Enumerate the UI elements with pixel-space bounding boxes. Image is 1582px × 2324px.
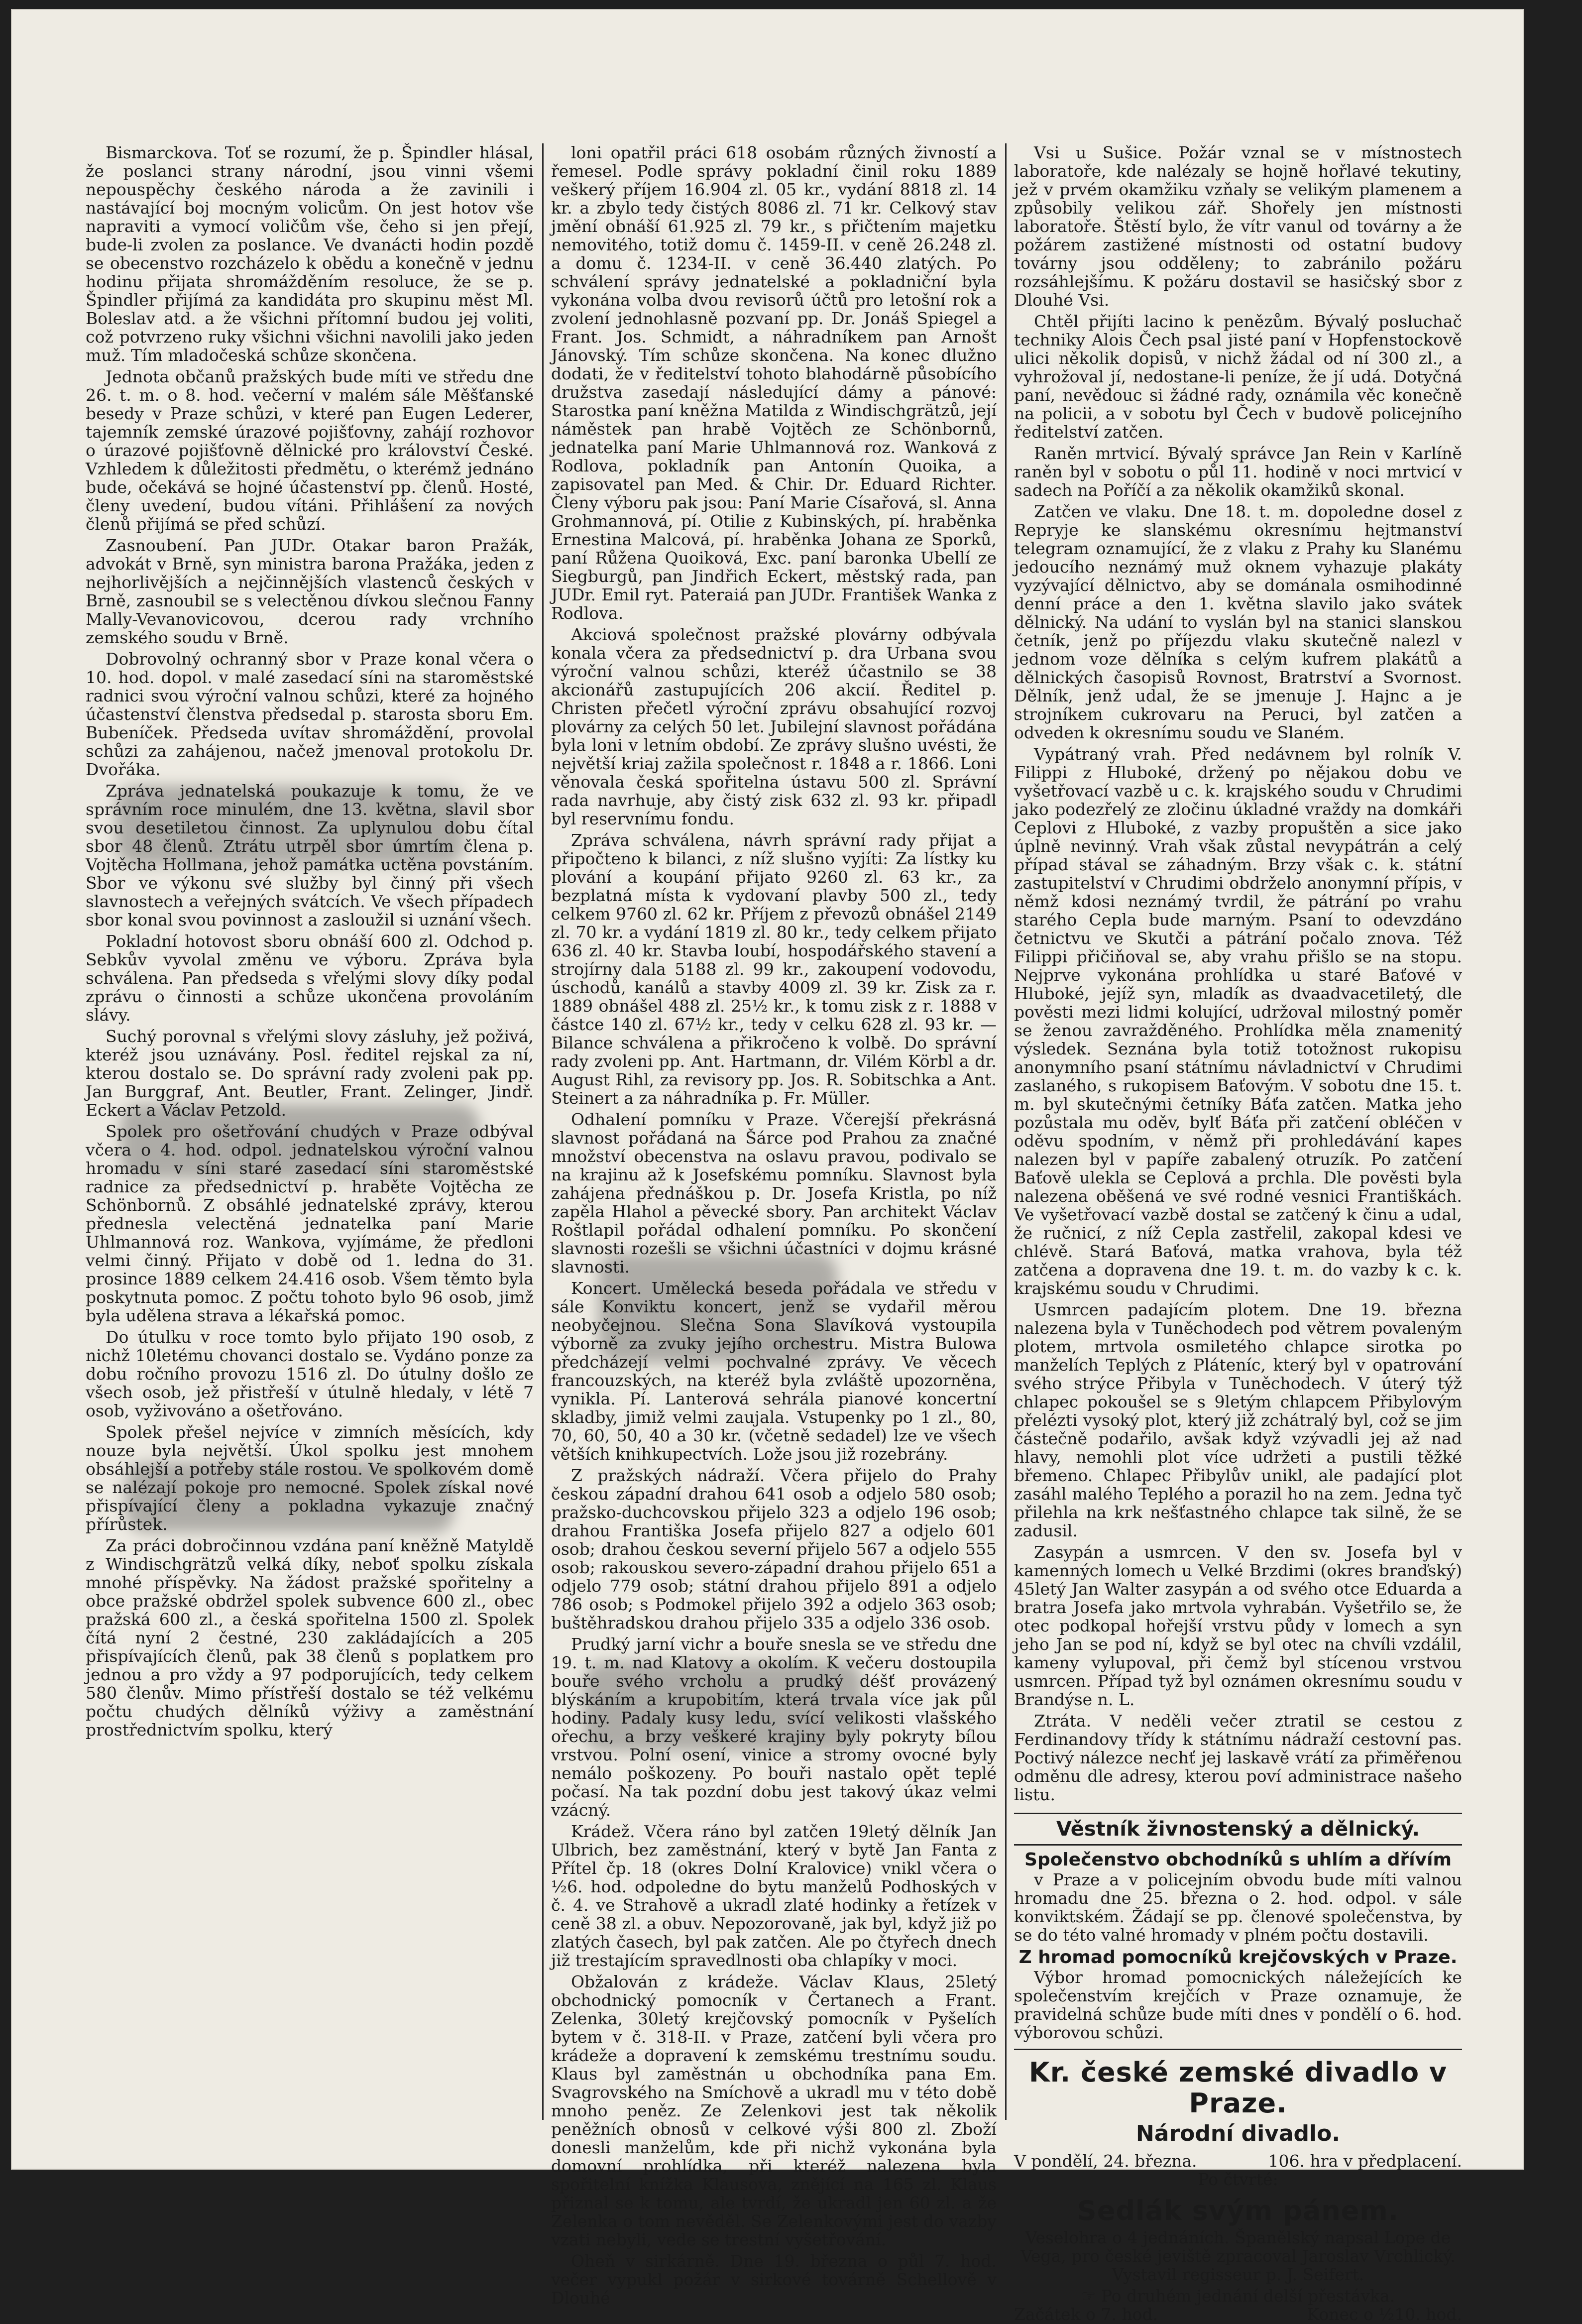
- play-description: Veselohra o 4 jednáních. Španělský napsal Lope de Vega, pro české jeviště zpracoval Jaroslav Vrchlický. Vystavil regisseur p. J. Seifert.: [1020, 2228, 1456, 2284]
- time-row: [1014, 2305, 1462, 2324]
- column-3: [1014, 143, 1462, 2324]
- article: Zasypán a usmrcen. V den sv. Josefa byl v kamenných lomech u Velké Brzdimi (okres branďský) 45letý Jan Walter zasypán a od svého otce Eduarda a bratra Josefa jako mrtvola vyhrabán. Vyšetřilo se, že otec podkopal hořejší vrstvu půdy v lomech a syn jeho Jan se pod ní, když se byl otec na chvíli vzdálil, kameny vylupoval, při čemž byl stícenou vrstvou usmrcen. Případ tyž byl oznámen okresnímu soudu v Brandýse n. L.: [1014, 1542, 1462, 1709]
- article: Odhalení pomníku v Praze. Včerejší překrásná slavnost pořádaná na Šárce pod Prahou za značné množství obecenstva na oslavu pravou, podivalo se na krajinu až k Josefskému pomníku. Slavnost byla zahájena přednáškou p. Dr. Josefa Kristla, po níž zapěla Hlahol a pěvecké sbory. Pan architekt Václav Roštlapil pořádal odhalení pomníku. Po skončení slavnosti rozešli se všichni účastníci v dojmu krásné slavnosti.: [551, 1110, 997, 1277]
- article: Zpráva schválena, návrh správní rady přijat a připočteno k bilanci, z níž slušno vyjíti: Za lístky ku plování a koupání přijato 9260 zl. 63 kr., za bezplatná místa k vydovaní plavby 500 zl., tedy celkem 9760 zl. 62 kr. Příjem z převozů obnášel 2149 zl. 70 kr. a vydání 1819 zl. 80 kr., tedy celkem přijato 636 zl. 40 kr. Stavba loubí, hospodářského stavení a strojírny dala 5188 zl. 99 kr., zakoupení vodovodu, úschodů, kanálů a stavby 4009 zl. 39 kr. Zisk za r. 1889 obnášel 488 zl. 25½ kr., k tomu zisk z r. 1888 v částce 140 zl. 67½ kr., tedy v celku 628 zl. 93 kr. — Bilance schválena a přikročeno k volbě. Do správní rady zvoleni pp. Ant. Hartmann, dr. Vilém Körbl a dr. August Rihl, za revisory pp. Jos. R. Sobitschka a Ant. Steinert a za náhradníka p. Fr. Müller.: [551, 830, 997, 1108]
- article: Za práci dobročinnou vzdána paní kněžně Matyldě z Windischgrätzů velká díky, neboť spolku získala mnohé příspěvky. Na žádost pražské spořitelny a obce pražské obdržel spolek subvence 600 zl., obec pražská 600 zl., a česká spořitelna 1500 zl. Spolek čítá nyní 2 čestné, 230 zakládajících a 205 přispívajících členů, pak 38 členů s poplatkem pro jednou a pro vždy a 97 podporujících, tedy celkem 580 členův. Mimo přístřeší dostalo se též velkému počtu chudých dělníků výživy a zaměstnání prostřednictvím spolku, který: [86, 1536, 534, 1740]
- article: Raněn mrtvicí. Bývalý správce Jan Rein v Karlíně raněn byl v sobotu o půl 11. hodině v noci mrtvicí v sadech na Poříčí a za několik okamžiků skonal.: [1014, 444, 1462, 500]
- guild-notice: Výbor hromad pomocnických náležejících ke společenstvím krejčích v Praze oznamuje, že pravidelná schůze bude míti dnes v pondělí o 6. hod. výborovou schůzi.: [1014, 1968, 1462, 2042]
- theatre-subtitle: Národní divadlo.: [1135, 2121, 1341, 2146]
- article: Spolek pro ošetřování chudých v Praze odbýval včera o 4. hod. odpol. jednatelskou výroční valnou hromadu v síni staré zasedací síni staroměstské radnice za předsednictví p. hraběte Vojtěcha ze Schönbornů. Z obsáhlé jednatelské zprávy, kterou přednesla velectěná jednatelka paní Marie Uhlmannová roz. Wankova, vyjímáme, že předloni velmi činný. Přijato v době od 1. ledna do 31. prosince 1889 celkem 24.416 osob. Všem těmto byla poskytnuta pomoc. Z počtu tohoto bylo 96 osob, jimž byla udělena strava a lékařská pomoc.: [86, 1122, 534, 1325]
- end-time: Konec o ½10. hod.: [1307, 2305, 1462, 2324]
- theatre-title: Kr. české zemské divadlo v Praze.: [1028, 2057, 1448, 2119]
- performance-row: [1014, 2152, 1462, 2170]
- article: Prudký jarní vichr a bouře snesla se ve středu dne 19. t. m. nad Klatovy a okolím. K večeru dostoupila bouře svého vrcholu a prudký déšť provázený blýskáním a krupobitím, která trvala více jak půl hodiny. Padaly kusy ledu, svící velikosti vlašského ořechu, a brzy veškeré krajiny byly pokryty bílou vrstvou. Polní osení, vinice a stromy ovocné byly nemálo poškozeny. Po bouři nastalo opět teplé počasí. Na tak pozdní dobu jest takový úkaz velmi vzácný.: [551, 1634, 997, 1820]
- performance-number: 106. hra v předplacení.: [1268, 2151, 1462, 2171]
- article: Pokladní hotovost sboru obnáší 600 zl. Odchod p. Sebkův vyvolal změnu ve výboru. Zpráva byla schválena. Pan předseda s vřelými slovy díky podal zprávu o činnosti a schůze ukončena provoláním slávy.: [86, 931, 534, 1025]
- intermission-note: ☞ Po druhém jednání delší přestávka.: [1081, 2286, 1395, 2306]
- column-rule: [542, 143, 544, 2120]
- article: Koncert. Umělecká beseda pořádala ve středu v sále Konviktu koncert, jenž se vydařil měrou neobyčejnou. Slečna Sona Slavíková vystoupila výborně za zvuky jejího orchestru. Mistra Bulowa předcházejí velmi pochvalné zprávy. Ve věcech francouzských, na kteréž byla zvláště upozorněna, vynikla. Pí. Lanterová sehrála pianové koncertní skladby, jimiž velmi zaujala. Vstupenky po 1 zl., 80, 70, 60, 50, 40 a 30 kr. (včetně sedadel) lze ve všech větších knihkupectvích. Lože jsou již rozebrány.: [551, 1278, 997, 1464]
- performance-count: Po čtvrté:: [1198, 2170, 1278, 2189]
- article: Akciová společnost pražské plovárny odbývala konala včera za předsednictví p. dra Urbana svou výroční valnou schůzi, kteréž účastnilo se 38 akcionářů zastupujících 206 akcií. Ředitel p. Christen přečetl výroční zprávu obsahující rozvoj plovárny za celých 50 let. Jubilejní slavnost pořádána byla loni v letním období. Ze zprávy slušno uvésti, že největší kriaj zažila společnost r. 1848 a r. 1866. Loni věnovala česká spořitelna ústavu 500 zl. Správní rada navrhuje, aby čistý zisk 632 zl. 93 kr. připadl byl reservnímu fondu.: [551, 625, 997, 828]
- article: Oheň v sirkárně. Dne 19. března o půl 7. hod. večer vypukl požár v sirkové továrně Schellově v Dlouhé: [551, 2251, 997, 2308]
- article: Obžalován z krádeže. Václav Klaus, 25letý obchodnický pomocník v Čertanech a Frant. Zelenka, 30letý krejčovský pomocník v Pyšelích bytem v č. 318-II. v Praze, zatčení byli včera pro krádeže a dopravení k zemskému trestnímu soudu. Klaus byl zaměstnán u obchodníka pana Em. Svagrovského na Smíchově a ukradl mu v této době mnoho peněz. Ze Zelenkovi jest tak několik peněžních obnosů v celkové výši 800 zl. Zboží donesli manželům, kde při nichž vykonána byla domovní prohlídka, při kteréž nalezena byla spořitelní knížka Klausova, znějící na 165 zl. Klaus přiznal se k tomu, ale tvrdí, že ukradl jen 60 zl. a že Zelenka o tom nevěděl. Se Zelenkovými jest do vazby vzati nebyli, vede se trestní vyšetřování.: [551, 1972, 997, 2249]
- newspaper-page: [11, 9, 1524, 2324]
- guild-title: Společenstvo obchodníků s uhlím a dřívím: [1024, 1850, 1452, 1870]
- article: Vsi u Sušice. Požár vznal se v místnostech laboratoře, kde nalézaly se hojně hořlavé tekutiny, jež v prvém okamžiku vzňaly se velikým plamenem a způsobily velikou zář. Shořely jen místnosti laboratoře. Štěstí bylo, že vítr vanul od továrny a že požárem zastižené místnosti od ostatní budovy továrny jsou odděleny; to zabránilo požáru rozsáhlejšímu. K požáru dostavil se hasičský sbor z Dlouhé Vsi.: [1014, 143, 1462, 310]
- article: Krádež. Včera ráno byl zatčen 19letý dělník Jan Ulbrich, bez zaměstnání, který v bytě Jan Fanta z Přítel čp. 18 (okres Dolní Kralovice) vnikl včera o ½6. hod. odpoledne do bytu manželů Podhoských v č. 4. ve Strahově a ukradl zlaté hodinky a řetízek v ceně 38 zl. a obuv. Nepozorovaně, jak byl, když již po zlatých časech, byl pak zatčen. Ale po čtyřech dnech již trestajícím spravedlnosti oba chlapíky v moci.: [551, 1822, 997, 1970]
- column-1: [86, 143, 534, 2115]
- section-title: Věstník živnostenský a dělnický.: [1014, 1813, 1462, 1846]
- divider: [1014, 2049, 1462, 2050]
- guild-notice: v Praze a v policejním obvodu bude míti valnou hromadu dne 25. března o 2. hod. odpol. v sále konviktském. Žádají se pp. členové společenstva, by se do této valné hromady v plném počtu dostavili.: [1014, 1870, 1462, 1945]
- article: Do útulku v roce tomto bylo přijato 190 osob, z nichž 10letému chovanci dostalo se. Vydáno ponze za dobu ročního provozu 1516 zl. Do útulny došlo ze všech osob, jež přistřeší v útulně hledaly, v létě 7 osob, vyživováno a ošetřováno.: [86, 1327, 534, 1420]
- article: Spolek přešel nejvíce v zimních měsících, kdy nouze byla největší. Úkol spolku jest mnohem obsáhlejší a potřeby stále rostou. Ve spolkovém domě se nalézají pokoje pro nemocné. Spolek získal nové přispívající členy a pokladna vykazuje značný přírůstek.: [86, 1422, 534, 1534]
- article: loni opatřil práci 618 osobám různých živností a řemesel. Podle správy pokladní činil roku 1889 veškerý příjem 16.904 zl. 05 kr., vydání 8818 zl. 14 kr. a zbylo tedy čistých 8086 zl. 71 kr. Celkový stav jmění obnáší 61.925 zl. 79 kr., s přičtením majetku nemovitého, totiž domu č. 1459-II. v ceně 26.248 zl. a domu č. 1234-II. v ceně 36.440 zlatých. Po schválení správy jednatelské a pokladniční byla vykonána volba dvou revisorů účtů pro letošní rok a zvolení jednohlasně pozvaní pp. Dr. Jonáš Spiegel a Frant. Jos. Schmidt, a náhradníkem pan Arnošt Jánovský. Tím schůze skončena. Na konec dlužno dodati, že v ředitelství tohoto blahodárně působícího družstva zasedají následující dámy a pánové: Starostka paní kněžna Matilda z Windischgrätzů, její náměstek pan hrabě Vojtěch ze Schönbornů, jednatelka paní Marie Uhlmannová roz. Wanková z Rodlova, pokladník pan Antonín Quoika, a zapisovatel pan Med. & Chir. Dr. Eduard Richter. Členy výboru pak jsou: Paní Marie Císařová, sl. Anna Grohmannová, pí. Otilie z Kubinských, pí. hraběnka Ernestina Malcová, pí. hraběnka Johana ze Sporků, paní Růžena Quoiková, Exc. paní baronka Ubellí ze Siegburgů, pan Jindřich Eckert, městský rada, pan JUDr. Emil ryt. Pateraiá pan JUDr. František Wanka z Rodlova.: [551, 143, 997, 623]
- article: Bismarckova. Toť se rozumí, že p. Špindler hlásal, že poslanci strany národní, jsou vinni všemi nepouspěchy českého národa a že zavinili i nastávající boj mocným volicům. On jest hotov vše napraviti a vymocí voličům vše, čeho si jen přejí, bude-li zvolen za poslance. Ve dvanácti hodin pozdě se obecenstvo rozcházelo k obědu a konečně v jednu hodinu přijata shromážděním resoluce, že se p. Špindler přijímá za kandidáta pro skupinu měst Ml. Boleslav atd. a že všichni přítomní budou jej voliti, což potvrzeno ruky všichni všichni navolili jako jeden muž. Tím mladočeská schůze skončena.: [86, 143, 534, 365]
- article: Dobrovolný ochranný sbor v Praze konal včera o 10. hod. dopol. v malé zasedací síni na staroměstské radnici svou výroční valnou schůzi, které za hojného účastenství členstva předsedal p. starosta sboru Em. Bubeníček. Předseda uvítav shromáždění, provolal schůzi za zahájenou, načež jmenoval protokolu Dr. Dvořáka.: [86, 649, 534, 779]
- column-2: [551, 143, 997, 2308]
- article: Zpráva jednatelská poukazuje k tomu, že ve správním roce minulém, dne 13. května, slavil sbor svou desetiletou činnost. Za uplynulou dobu čítal sbor 48 členů. Ztrátu utrpěl sbor úmrtím člena p. Vojtěcha Hollmana, jehož památka uctěna povstáním. Sbor ve výkonu své služby byl činný při všech slavnostech a veřejných svátcích. Ve všech případech sbor konal svou povinnost a zasloužil si uznání všech.: [86, 781, 534, 930]
- guild-title: Z hromad pomocníků krejčovských v Praze.: [1018, 1947, 1458, 1968]
- start-time: Začátek o 7. hod.: [1014, 2305, 1158, 2324]
- article: Ztráta. V neděli večer ztratil se cestou z Ferdinandovy třídy k státnímu nádraží cestovní pas. Poctivý nálezce nechť jej laskavě vrátí za přiměřenou odměnu dle adresy, kterou poví administrace našeho listu.: [1014, 1711, 1462, 1804]
- article: Vypátraný vrah. Před nedávnem byl rolník V. Filippi z Hluboké, držený po nějakou dobu ve vyšetřovací vazbě u c. k. krajského soudu v Chrudimi jako podezřelý ze zločinu úkladné vraždy na domkáři Ceplovi z Hluboké, z vazby propuštěn a sice jako úplně nevinný. Vrah však zůstal nevypátrán a celý případ stával se záhadným. Brzy však c. k. státní zastupitelství v Chrudimi obdrželo anonymní přípis, v němž kdosi neznámý tvrdil, že pátrání po vrahu starého Cepla bude marným. Psaní to odevzdáno četnictvu ve Skutči a pátrání počalo znova. Též Filippi přičiňoval se, aby vrahu přišlo se na stopu. Nejprve vykonána prohlídka u staré Baťové v Hluboké, jejíž syn, mladík as dvaadvacetiletý, dle pověsti mezi lidmi kolující, udržoval milostný poměr se ženou zavražděného. Prohlídka měla znamenitý výsledek. Seznána byla totiž totožnost rukopisu anonymního psaní státnímu návladnictví v Chrudimi zaslaného, s rukopisem Baťovým. V sobotu dne 15. t. m. byl skutečnými četníky Báťa zatčen. Matka jeho pozůstala mu oděv, bylť Báťa při zatčení obléčen v oděvu spodním, v němž při prohledávání kapes nalezen byl v papíře zabalený otruzík. Po zatčení Baťově ulekla se Ceplová a prchla. Dle pověsti byla nalezena oběšená ve své rodné vesnici Františkách. Ve vyšetřovací vazbě dostal se zatčený k činu a udal, že ručnicí, z níž Cepla zastřelil, zakopal kdesi ve chlévě. Stará Baťová, matka vrahova, byla též zatčena a dopravena dne 19. t. m. do vazby k c. k. krajskému soudu v Chrudimi.: [1014, 744, 1462, 1298]
- play-title: Sedlák svým pánem.: [1077, 2195, 1399, 2226]
- article: Zasnoubení. Pan JUDr. Otakar baron Pražák, advokát v Brně, syn ministra barona Pražáka, jeden z nejhorlivějších a nejčinnějších vlastenců českých v Brně, zasnoubil se s velectěnou dívkou slečnou Fanny Mally-Vevanovicovou, dcerou rady vrchního zemského soudu v Brně.: [86, 536, 534, 647]
- column-rule: [1005, 143, 1007, 2120]
- article: Jednota občanů pražských bude míti ve středu dne 26. t. m. o 8. hod. večerní v malém sále Měšťanské besedy v Praze schůzi, v které pan Eugen Lederer, tajemník zemské úrazové pojišťovny, zahájí rozhovor o úrazové pojišťovně dělnické pro království České. Vzhledem k důležitosti předmětu, o kterémž jednáno bude, očekává se hojné účastenství pp. členů. Hosté, členy uvedení, budou vítáni. Přihlášení za nových členů přijímá se před schůzí.: [86, 367, 534, 534]
- article: Zatčen ve vlaku. Dne 18. t. m. dopoledne dosel z Repryje ke slanskému okresnímu hejtmanství telegram oznamující, že z vlaku z Prahy ku Slanému jedoucího neznámý muž oknem vyhazuje plakáty vyzývající dělnictvo, aby se dománala osmihodinné denní práce a den 1. května slavilo jako svátek dělnický. Na udání to vyslán byl na stanici slanskou četník, jenž po příjezdu vlaku skutečně nalezl v jednom voze dělníka s celým kufrem plakátů a dělnických časopisů Rovnost, Bratrství a Svornost. Dělník, jenž udal, že se jmenuje J. Hajnc a je strojníkem cukrovaru na Peruci, byl zatčen a odveden k okresnímu soudu ve Slaném.: [1014, 502, 1462, 742]
- article: Usmrcen padajícím plotem. Dne 19. března nalezena byla v Tuněchodech pod větrem povaleným plotem, mrtvola osmiletého chlapce sirotka po manželích Teplých z Pláteníc, který byl v opatrování svého strýce Přibyla v Tuněchodech. V úterý týž chlapec pokoušel se s 9letým chlapcem Přibylovým přelézti vysoký plot, který již zchátralý byl, což se jim částečně podařilo, avšak když vzývadli jej až nad hlavy, nemohli plot více udržeti a pustili těžké břemeno. Chlapec Přibylův unikl, ale padající plot zasáhl malého Teplého a porazil ho na zem. Jedna tyč přilehla na krk nešťastného chlapce tak silně, že se zadusil.: [1014, 1300, 1462, 1540]
- pointing-hand-icon: ☞: [1081, 2286, 1101, 2306]
- article: Suchý porovnal s vřelými slovy zásluhy, jež poživá, kteréž jsou uznávány. Posl. ředitel rejskal za ní, kterou dostalo se. Do správní rady zvoleni pak pp. Jan Burggraf, Ant. Beutler, Frant. Zelinger, Jindř. Eckert a Václav Petzold.: [86, 1027, 534, 1120]
- article: Chtěl přijíti lacino k penězům. Bývalý posluchač techniky Alois Čech psal jisté paní v Hopfenstockově ulici několik dopisů, v nichž žádal od ní 300 zl., a vyhrožoval jí, nedostane-li peníze, že jí udá. Dotyčná paní, nevědouc si žádné rady, oznámila věc konečně na policii, a v sobotu byl Čech v budově policejního ředitelství zatčen.: [1014, 312, 1462, 442]
- performance-date: V pondělí, 24. března.: [1014, 2151, 1197, 2171]
- article: Z pražských nádraží. Včera přijelo do Prahy českou západní drahou 641 osob a odjelo 580 osob; pražsko-duchcovskou přijelo 323 a odjelo 196 osob; drahou Františka Josefa přijelo 827 a odjelo 601 osob; drahou českou severní přijelo 567 a odjelo 555 osob; rakouskou severo-západní drahou přijelo 651 a odjelo 779 osob; státní drahou přijelo 891 a odjelo 786 osob; s Podmokel přijelo 392 a odjelo 363 osob; buštěhradskou drahou přijelo 335 a odjelo 336 osob.: [551, 1466, 997, 1632]
